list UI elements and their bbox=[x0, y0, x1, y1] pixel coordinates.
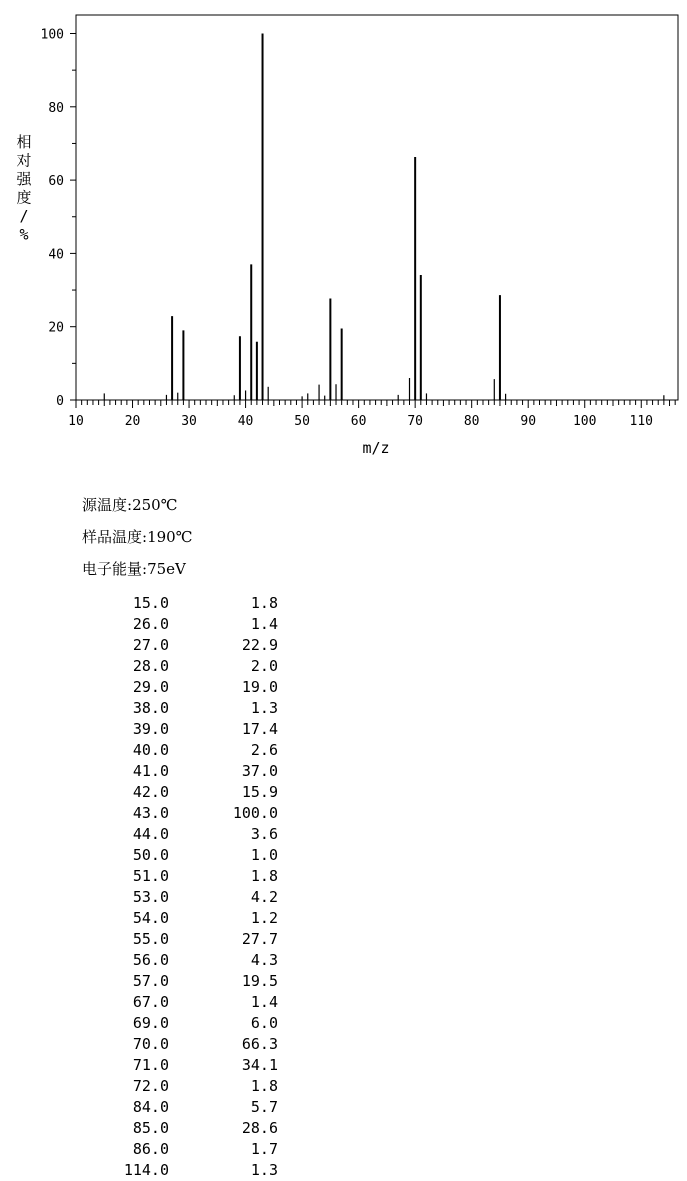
peak-row bbox=[0, 635, 300, 656]
source-temperature: 源温度:250℃ bbox=[82, 496, 178, 514]
x-tick-label: 80 bbox=[463, 414, 480, 429]
peak-row bbox=[0, 992, 300, 1013]
peak-intensity: 6.0 bbox=[250, 1014, 278, 1032]
x-tick-label: 100 bbox=[572, 414, 597, 429]
peak-intensity: 5.7 bbox=[250, 1098, 278, 1116]
peak-mz: 54.0 bbox=[132, 909, 169, 927]
peak-intensity: 4.2 bbox=[250, 888, 278, 906]
peak-intensity: 1.8 bbox=[250, 1077, 278, 1095]
peak-intensity: 15.9 bbox=[241, 783, 278, 801]
peak-mz: 43.0 bbox=[132, 804, 169, 822]
peak-intensity: 66.3 bbox=[241, 1035, 278, 1053]
peak-row bbox=[0, 908, 300, 929]
peak-row bbox=[0, 740, 300, 761]
peak-mz: 42.0 bbox=[132, 783, 169, 801]
peak-intensity: 1.4 bbox=[250, 615, 278, 633]
peak-intensity: 1.4 bbox=[250, 993, 278, 1011]
peak-intensity: 1.7 bbox=[250, 1140, 278, 1158]
x-tick-label: 70 bbox=[407, 414, 423, 429]
sample-temperature: 样品温度:190℃ bbox=[82, 528, 193, 546]
x-tick-label: 60 bbox=[350, 414, 367, 429]
peak-mz: 71.0 bbox=[132, 1056, 169, 1074]
y-axis-label bbox=[16, 133, 32, 244]
peak-intensity: 100.0 bbox=[232, 804, 278, 822]
peak-mz: 28.0 bbox=[132, 657, 169, 675]
peak-intensity: 1.3 bbox=[250, 1161, 278, 1179]
x-tick-label: 50 bbox=[294, 414, 310, 429]
y-tick-label: 100 bbox=[40, 27, 64, 43]
peak-intensity: 34.1 bbox=[241, 1056, 278, 1074]
peak-row bbox=[0, 803, 300, 824]
instrument-conditions bbox=[82, 493, 193, 589]
peak-mz: 39.0 bbox=[132, 720, 169, 738]
peak-row bbox=[0, 656, 300, 677]
y-axis-label-char: / bbox=[19, 207, 29, 225]
peak-intensity: 2.6 bbox=[250, 741, 278, 759]
x-tick-label: 90 bbox=[520, 414, 537, 429]
peak-row bbox=[0, 1055, 300, 1076]
x-tick-label: 20 bbox=[124, 414, 141, 429]
peak-intensity: 28.6 bbox=[241, 1119, 278, 1137]
peak-mz: 70.0 bbox=[132, 1035, 169, 1053]
peak-row bbox=[0, 1076, 300, 1097]
peak-mz: 38.0 bbox=[132, 699, 169, 717]
peak-row bbox=[0, 1118, 300, 1139]
y-tick-label: 0 bbox=[56, 394, 64, 409]
peak-table bbox=[0, 593, 300, 1181]
x-tick-label: 10 bbox=[68, 414, 84, 429]
peak-intensity: 17.4 bbox=[241, 720, 278, 738]
electron-energy: 电子能量:75eV bbox=[82, 560, 186, 578]
y-axis-label-char: 度 bbox=[16, 188, 32, 207]
peak-row bbox=[0, 614, 300, 635]
peak-mz: 85.0 bbox=[132, 1119, 169, 1137]
peak-intensity: 1.3 bbox=[250, 699, 278, 717]
y-tick-label: 20 bbox=[48, 320, 64, 336]
peak-mz: 67.0 bbox=[132, 993, 169, 1011]
y-axis-label-char: 强 bbox=[16, 170, 32, 188]
source-temperature-label: 源温度 bbox=[82, 496, 128, 514]
peak-row bbox=[0, 782, 300, 803]
peak-mz: 69.0 bbox=[132, 1014, 169, 1032]
y-axis-label-char: 对 bbox=[16, 151, 32, 170]
y-axis-label-char: % bbox=[19, 225, 29, 244]
electron-energy-label: 电子能量 bbox=[82, 560, 143, 578]
peak-intensity: 27.7 bbox=[241, 930, 278, 948]
source-temperature-value: 250℃ bbox=[132, 496, 178, 514]
peak-intensity: 2.0 bbox=[250, 657, 278, 675]
peak-intensity: 4.3 bbox=[250, 951, 278, 969]
peak-intensity: 19.0 bbox=[241, 678, 278, 696]
peak-mz: 27.0 bbox=[132, 636, 169, 654]
sample-temperature-value: 190℃ bbox=[147, 528, 193, 546]
peak-mz: 55.0 bbox=[132, 930, 169, 948]
peak-intensity: 1.8 bbox=[250, 867, 278, 885]
peak-row bbox=[0, 887, 300, 908]
peak-intensity: 3.6 bbox=[250, 825, 278, 843]
peak-mz: 72.0 bbox=[132, 1077, 169, 1095]
peak-row bbox=[0, 1097, 300, 1118]
spectrum-peaks bbox=[104, 34, 664, 401]
peak-row bbox=[0, 950, 300, 971]
peak-row bbox=[0, 761, 300, 782]
y-tick-label: 60 bbox=[48, 174, 64, 190]
peak-mz: 56.0 bbox=[132, 951, 169, 969]
y-tick-label: 80 bbox=[48, 100, 64, 116]
peak-intensity: 19.5 bbox=[241, 972, 278, 990]
peak-mz: 15.0 bbox=[132, 594, 169, 612]
peak-mz: 114.0 bbox=[123, 1161, 169, 1179]
peak-mz: 29.0 bbox=[132, 678, 169, 696]
peak-row bbox=[0, 593, 300, 614]
x-axis bbox=[68, 400, 675, 429]
peak-intensity: 37.0 bbox=[241, 762, 278, 780]
peak-row bbox=[0, 698, 300, 719]
peak-row bbox=[0, 1034, 300, 1055]
peak-mz: 57.0 bbox=[132, 972, 169, 990]
x-tick-label: 110 bbox=[629, 414, 654, 429]
electron-energy-value: 75eV bbox=[147, 560, 186, 578]
peak-row bbox=[0, 677, 300, 698]
x-tick-label: 30 bbox=[181, 414, 197, 429]
peak-mz: 41.0 bbox=[132, 762, 169, 780]
y-axis-label-char: 相 bbox=[16, 133, 32, 151]
peak-mz: 26.0 bbox=[132, 615, 169, 633]
peak-intensity: 1.2 bbox=[250, 909, 278, 927]
peak-mz: 50.0 bbox=[132, 846, 169, 864]
peak-mz: 44.0 bbox=[132, 825, 169, 843]
peak-row bbox=[0, 1013, 300, 1034]
peak-row bbox=[0, 845, 300, 866]
peak-intensity: 1.8 bbox=[250, 594, 278, 612]
peak-row bbox=[0, 866, 300, 887]
y-tick-label: 40 bbox=[48, 247, 64, 263]
peak-row bbox=[0, 1139, 300, 1160]
x-tick-label: 40 bbox=[237, 414, 254, 429]
peak-intensity: 1.0 bbox=[250, 846, 278, 864]
peak-row bbox=[0, 824, 300, 845]
x-axis-label: m/z bbox=[362, 439, 390, 457]
peak-row bbox=[0, 719, 300, 740]
peak-mz: 84.0 bbox=[132, 1098, 169, 1116]
peak-row bbox=[0, 1160, 300, 1181]
peak-mz: 86.0 bbox=[132, 1140, 169, 1158]
peak-row bbox=[0, 929, 300, 950]
peak-mz: 51.0 bbox=[132, 867, 169, 885]
plot-frame bbox=[76, 15, 678, 400]
peak-intensity: 22.9 bbox=[241, 636, 278, 654]
sample-temperature-label: 样品温度 bbox=[82, 528, 143, 546]
peak-mz: 53.0 bbox=[132, 888, 169, 906]
mass-spectrum-chart bbox=[0, 0, 687, 480]
y-axis bbox=[41, 28, 76, 410]
peak-row bbox=[0, 971, 300, 992]
peak-mz: 40.0 bbox=[132, 741, 169, 759]
